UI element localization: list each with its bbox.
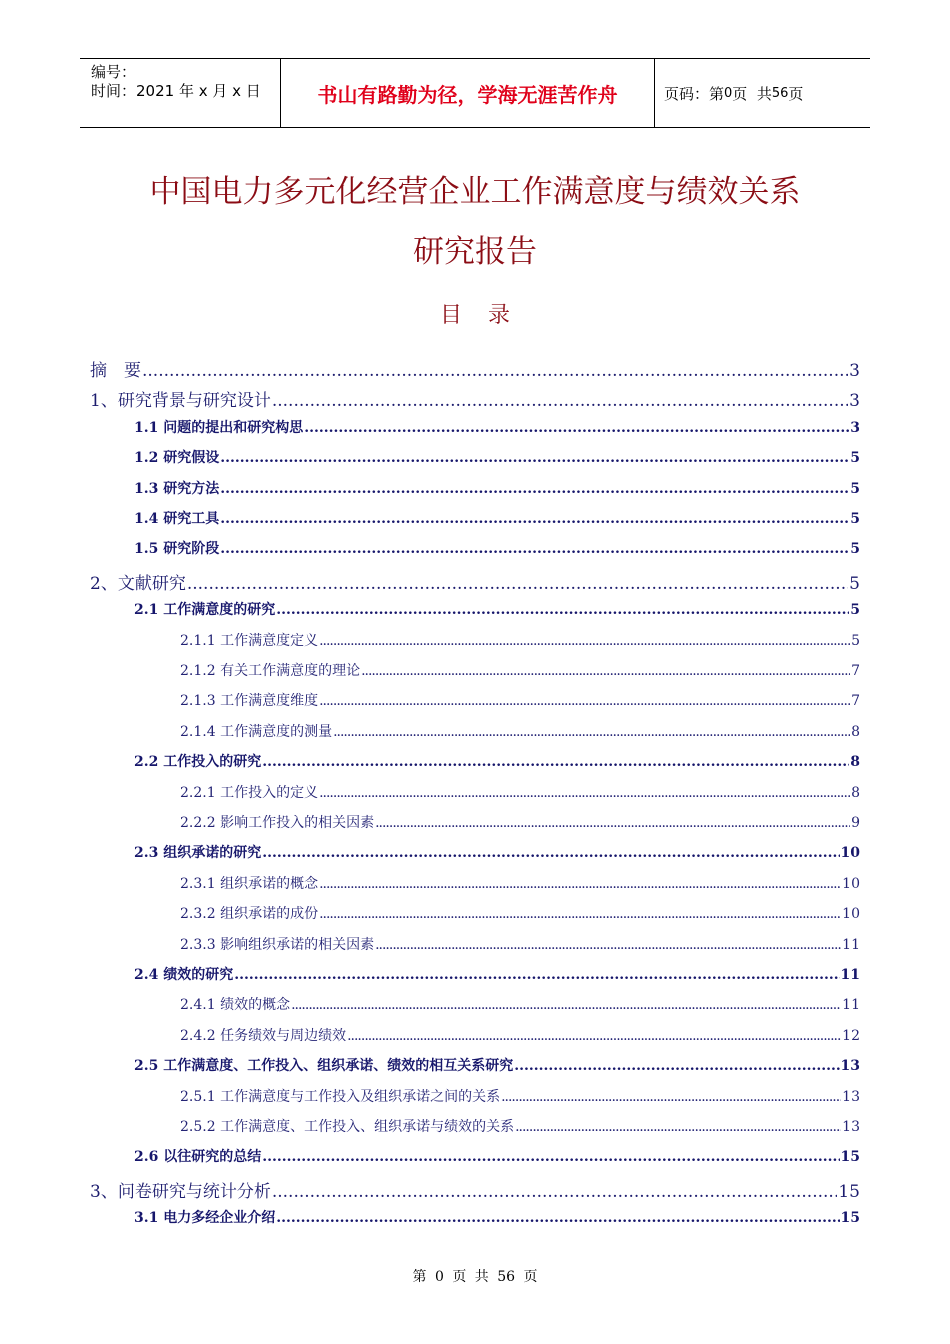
toc-entry-page: 10 [842,906,860,923]
toc-entry-page: 8 [851,784,860,801]
toc-dot-leader [333,724,850,740]
header-meta-cell [80,59,281,127]
toc-entry-page: 11 [840,967,860,983]
toc-entry[interactable] [180,873,860,893]
toc-entry-label: 2.3.2 组织承诺的成份 [180,906,319,923]
page-mid: 页 共 [732,84,772,103]
toc-entry[interactable] [180,782,860,802]
toc-entry[interactable] [134,1146,860,1166]
toc-dot-leader [220,450,849,466]
toc-entry-page: 15 [838,1181,860,1202]
toc-entry[interactable] [134,447,860,467]
document-number-label: 编号： [91,63,137,81]
toc-entry-page: 15 [840,1149,860,1166]
toc-entry[interactable] [90,569,860,594]
toc-entry-label: 3.1 电力多经企业介绍 [134,1210,276,1227]
toc-entry-page: 13 [840,1058,860,1075]
toc-entry-page: 5 [850,450,860,467]
toc-entry[interactable] [134,964,860,984]
toc-entry-page: 13 [842,1119,860,1135]
toc-entry[interactable] [180,994,860,1014]
toc-entry-page: 11 [842,936,860,953]
toc-dot-leader [501,1089,841,1105]
toc-entry-label: 2.3.3 影响组织承诺的相关因素 [180,936,375,953]
toc-entry[interactable] [134,751,860,771]
toc-dot-leader [262,754,849,770]
toc-dot-leader [276,1210,839,1226]
toc-entry-label: 2.2.1 工作投入的定义 [180,784,319,801]
toc-entry-page: 5 [849,573,860,594]
toc-entry[interactable] [134,599,860,619]
toc-entry[interactable] [134,478,860,498]
toc-entry-label: 2.4.2 任务绩效与周边绩效 [180,1027,347,1044]
toc-entry-label: 1.5 研究阶段 [134,541,220,558]
toc-entry-label: 1.1 问题的提出和研究构思 [134,419,304,436]
toc-entry-page: 15 [840,1210,860,1227]
toc-dot-leader [272,1182,838,1202]
toc-entry-page: 5 [850,511,860,527]
toc-dot-leader [304,420,849,436]
toc-entry-page: 10 [840,845,860,862]
toc-entry[interactable] [180,934,860,954]
toc-heading: 目录 [439,303,536,328]
toc-entry-page: 10 [842,875,860,892]
toc-entry[interactable] [134,842,860,862]
toc-entry-page: 8 [851,723,860,740]
toc-entry-label: 1.4 研究工具 [134,511,220,527]
toc-entry[interactable] [180,812,860,832]
toc-entry[interactable] [134,538,860,558]
toc-dot-leader [515,1119,841,1135]
toc-entry[interactable] [90,356,860,381]
toc-entry-page: 5 [850,602,860,619]
toc-dot-leader [220,511,849,527]
toc-dot-leader [276,602,849,618]
toc-entry[interactable] [90,1177,860,1202]
toc-entry-page: 13 [842,1088,860,1105]
page-header-table [80,58,870,128]
toc-entry-page: 11 [842,997,860,1014]
footer-suffix: 页 [523,1269,538,1285]
toc-dot-leader [514,1058,839,1074]
toc-entry-page: 8 [850,754,860,771]
toc-dot-leader [319,693,850,709]
toc-entry[interactable] [180,660,860,680]
toc-entry-label: 2.5.2 工作满意度、工作投入、组织承诺与绩效的关系 [180,1119,515,1135]
toc-entry-page: 3 [850,419,860,436]
toc-dot-leader [262,845,839,861]
toc-entry-label: 1.3 研究方法 [134,480,220,497]
toc-entry-page: 9 [851,815,860,831]
toc-entry-page: 5 [850,541,860,558]
page-number: 0 [724,85,733,101]
page-suffix: 页 [788,84,804,103]
toc-dot-leader [361,663,850,679]
toc-dot-leader [234,967,839,983]
document-title-line-2: 研究报告 [413,234,537,270]
footer-mid: 页 共 [452,1269,489,1285]
toc-entry-label: 3、问卷研究与统计分析 [90,1181,271,1202]
toc-dot-leader [347,1028,841,1044]
footer-prefix: 第 [412,1269,427,1285]
toc-entry-label: 1、研究背景与研究设计 [90,391,271,412]
toc-entry-label: 2.4.1 绩效的概念 [180,997,291,1014]
toc-entry-page: 3 [849,391,860,412]
toc-entry[interactable] [180,903,860,923]
toc-entry-label: 2.2.2 影响工作投入的相关因素 [180,815,375,831]
toc-entry-page: 5 [850,480,860,497]
toc-entry-page: 12 [842,1027,860,1044]
toc-entry-label: 2、文献研究 [90,573,186,594]
toc-entry-page: 7 [851,693,860,710]
toc-entry-page: 5 [851,632,860,649]
toc-entry-label: 1.2 研究假设 [134,450,220,467]
toc-entry[interactable] [134,417,860,437]
toc-dot-leader [187,574,848,594]
toc-entry-label: 2.1 工作满意度的研究 [134,602,276,619]
footer-total: 56 [497,1269,516,1285]
toc-entry[interactable] [180,1086,860,1106]
toc-entry-label: 2.1.4 工作满意度的测量 [180,723,333,740]
toc-entry-label: 摘 要 [90,361,141,381]
toc-dot-leader [262,1149,839,1165]
toc-entry-page: 7 [851,663,860,679]
toc-entry[interactable] [134,1207,860,1227]
toc-entry-label: 2.1.3 工作满意度维度 [180,693,319,710]
toc-dot-leader [375,815,850,831]
page-total: 56 [771,85,789,101]
toc-entry[interactable] [180,721,860,741]
toc-entry[interactable] [180,1116,860,1136]
header-page-info [655,59,870,127]
toc-entry[interactable] [180,1025,860,1045]
toc-entry-page: 3 [849,361,860,381]
toc-dot-leader [220,481,849,497]
toc-entry-label: 2.5.1 工作满意度与工作投入及组织承诺之间的关系 [180,1088,501,1105]
toc-dot-leader [291,997,841,1013]
toc-entry-label: 2.3.1 组织承诺的概念 [180,875,319,892]
toc-dot-leader [319,785,850,801]
toc-entry-label: 2.1.1 工作满意度定义 [180,632,319,649]
toc-entry-label: 2.5 工作满意度、工作投入、组织承诺、绩效的相互关系研究 [134,1058,514,1075]
toc-dot-leader [220,541,849,557]
toc-entry[interactable] [180,690,860,710]
toc-entry[interactable] [134,1055,860,1075]
toc-dot-leader [272,391,848,411]
toc-entry[interactable] [90,386,860,411]
toc-entry-label: 2.1.2 有关工作满意度的理论 [180,663,361,679]
toc-dot-leader [375,937,841,953]
toc-entry-label: 2.6 以往研究的总结 [134,1149,262,1166]
toc-entry-label: 2.4 绩效的研究 [134,967,234,983]
toc-entry[interactable] [180,630,860,650]
toc-dot-leader [142,361,848,381]
header-motto: 书山有路勤为径，学海无涯苦作舟 [281,59,655,127]
toc-dot-leader [319,906,841,922]
document-date: 时间：2021 年 x 月 x 日 [91,82,261,100]
toc-dot-leader [319,876,841,892]
footer-page: 0 [434,1269,444,1285]
document-title-line-1: 中国电力多元化经营企业工作满意度与绩效关系 [149,174,801,210]
toc-dot-leader [319,633,850,649]
toc-entry-label: 2.2 工作投入的研究 [134,754,262,771]
page-footer [0,1266,950,1286]
page-prefix: 页码：第 [664,84,725,103]
toc-entry-label: 2.3 组织承诺的研究 [134,845,262,862]
toc-entry[interactable] [134,508,860,528]
